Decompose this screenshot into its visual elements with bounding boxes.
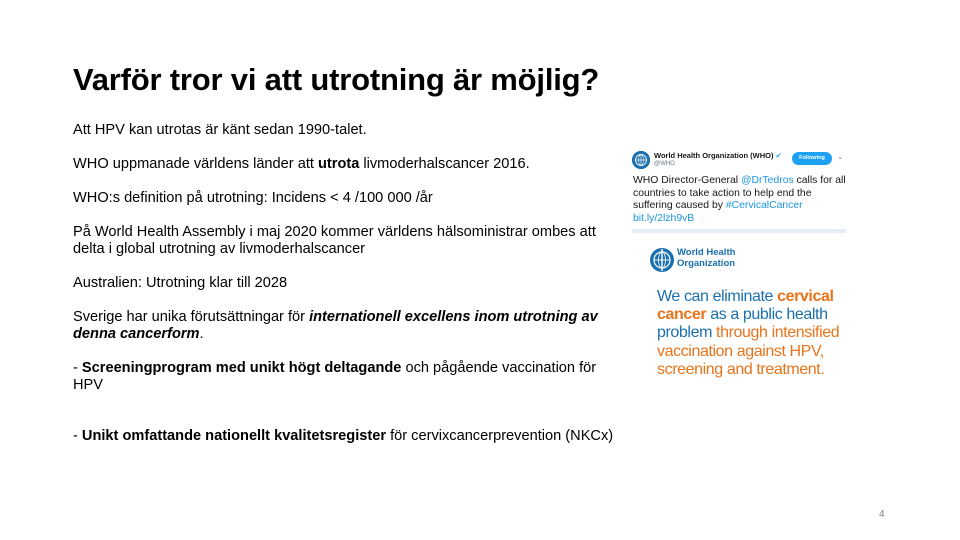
bullet-dash: - xyxy=(73,360,82,376)
paragraph-australia: Australien: Utrotning klar till 2028 xyxy=(73,275,288,291)
bullet-registry xyxy=(73,428,618,445)
text: calls for all countries to take action to help end the suffering caused by xyxy=(633,175,846,212)
text: through intensified vaccination against HPV, screening and treatment. xyxy=(657,324,840,378)
tweet-author-name xyxy=(654,151,782,160)
text: cervical cancer xyxy=(657,288,834,324)
emphasis-excellence: internationell excellens inom utrotning av denna cancerform xyxy=(73,309,598,342)
paragraph-definition: WHO:s definition på utrotning: Incidens < 4 /100 000 /år xyxy=(73,190,433,206)
hashtag-link: #CervicalCancer xyxy=(725,200,803,212)
slide-body xyxy=(73,122,618,462)
text: as a public health problem xyxy=(657,306,828,342)
following-button: Following xyxy=(792,152,832,165)
text: för cervixcancerprevention (NKCx) xyxy=(386,428,614,444)
tweet-text xyxy=(633,175,846,225)
text: . xyxy=(199,326,204,342)
paragraph-hpv-history: Att HPV kan utrotas är känt sedan 1990-talet. xyxy=(73,122,367,138)
who-card-message xyxy=(657,288,842,379)
emphasis-registry: Unikt omfattande nationellt kvalitetsregister xyxy=(81,428,387,444)
who-card-org-name xyxy=(677,248,735,269)
who-tweet-image xyxy=(631,148,846,398)
emphasis-screening: Screeningprogram med unikt högt deltagande xyxy=(81,360,402,376)
who-globe-icon xyxy=(632,151,650,169)
who-emblem-icon xyxy=(647,245,677,275)
emphasis-utrota: utrota xyxy=(317,156,360,172)
chevron-down-icon: ⌄ xyxy=(837,152,844,161)
author-name-text: World Health Organization (WHO) xyxy=(654,151,774,160)
text: livmoderhalscancer 2016. xyxy=(359,156,530,172)
tweet-header xyxy=(631,148,846,170)
text: WHO uppmanade världens länder att xyxy=(73,156,318,172)
tweet-media-card xyxy=(632,229,846,398)
org-line: Organization xyxy=(677,257,736,269)
bullet-dash: - xyxy=(73,428,82,444)
slide-title: Varför tror vi att utrotning är möjlig? xyxy=(73,62,600,97)
page-number: 4 xyxy=(879,509,885,520)
text: WHO Director-General xyxy=(633,175,741,186)
verified-badge-icon: ✔ xyxy=(775,151,782,160)
short-link: bit.ly/2lzh9vB xyxy=(633,212,695,224)
paragraph-world-health-assembly: På World Health Assembly i maj 2020 kommer världens hälsoministrar ombes att delta i global utrotning av livmoderhalscancer xyxy=(73,224,596,257)
paragraph-sweden xyxy=(73,309,618,343)
tweet-author-handle: @WHO xyxy=(654,161,675,167)
text: We can eliminate xyxy=(657,288,778,305)
text: Sverige har unika förutsättningar för xyxy=(73,309,310,325)
bullet-screening xyxy=(73,360,618,394)
mention-link: @DrTedros xyxy=(740,175,794,186)
text: och pågående vaccination för HPV xyxy=(73,360,597,393)
paragraph-who-call xyxy=(73,156,618,173)
org-line: World Health xyxy=(677,247,736,258)
